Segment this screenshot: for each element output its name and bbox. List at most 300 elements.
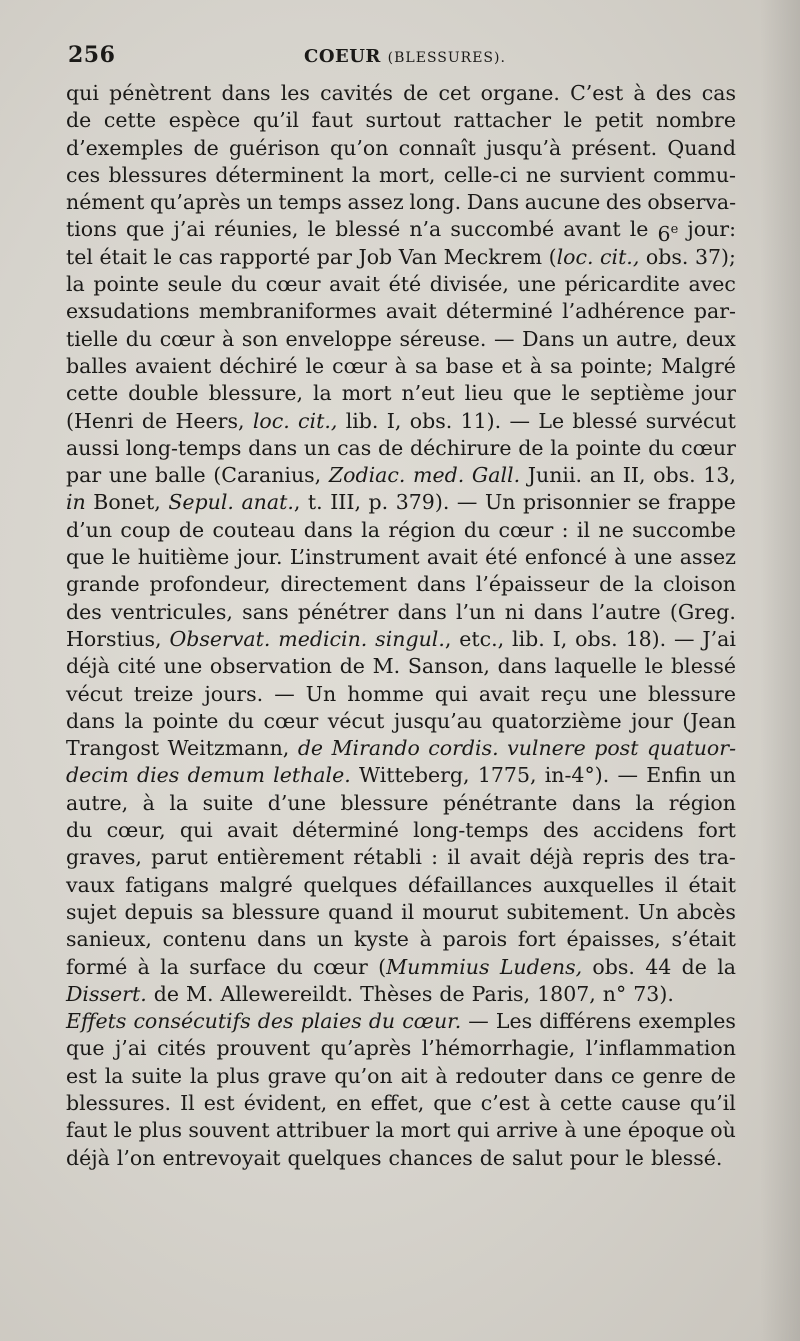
word: cette: [66, 381, 119, 406]
word: base: [445, 353, 494, 378]
word: obs.: [645, 244, 689, 269]
word: (Henri: [66, 408, 134, 433]
text-line: [66, 380, 736, 407]
text-line: [66, 216, 736, 247]
word: 18).: [625, 626, 667, 651]
word: nément: [66, 190, 145, 215]
word: la: [634, 572, 654, 597]
word: dans: [397, 599, 447, 624]
word: I,: [552, 626, 568, 651]
word: cœur: [681, 435, 736, 460]
word: (Caranius,: [213, 463, 322, 488]
word: la: [169, 790, 189, 815]
word: les: [280, 81, 310, 105]
word: le: [625, 1145, 644, 1170]
word: grave: [267, 1063, 327, 1088]
word: la: [66, 272, 85, 297]
word: du: [648, 435, 675, 460]
word: surtout: [365, 108, 442, 133]
word: coup: [120, 517, 171, 542]
word: ni: [504, 599, 525, 624]
word: Un: [305, 681, 337, 706]
word: à: [394, 353, 408, 378]
text-line: [66, 408, 736, 435]
word: avant: [563, 217, 621, 242]
word: decim: [66, 763, 129, 788]
word: enfoncé: [524, 545, 607, 570]
word: n’eut: [401, 381, 455, 406]
word: singul.,: [375, 626, 452, 651]
word: parois: [442, 927, 508, 952]
word: souvent: [188, 1118, 270, 1143]
word: mort,: [379, 162, 436, 187]
word: qu’on: [330, 135, 389, 160]
word: réunies,: [214, 217, 299, 242]
word: blessure: [647, 681, 736, 706]
word: Un: [484, 490, 516, 515]
word: le: [629, 217, 649, 242]
word: d’un: [66, 517, 113, 542]
word: de: [339, 654, 365, 679]
word: faut: [311, 108, 353, 133]
text-line: [66, 817, 736, 844]
word: commu-: [653, 162, 736, 187]
word: le: [563, 108, 583, 133]
word: Job: [358, 244, 393, 269]
word: qui: [179, 818, 213, 843]
word: avait: [478, 681, 530, 706]
word: le: [561, 381, 581, 406]
text-line: [66, 517, 736, 544]
word: abcès: [676, 899, 736, 924]
word: vaux: [66, 872, 115, 897]
word: dies: [136, 763, 180, 788]
word: 379).: [395, 490, 450, 515]
word: la: [313, 381, 332, 406]
word: de: [518, 435, 544, 460]
text-line: [66, 762, 736, 789]
word: cœur: [313, 954, 368, 979]
page-number: 256: [68, 42, 116, 68]
word: cœur: [265, 272, 321, 297]
word: ce: [611, 1063, 635, 1088]
word: déchiré: [219, 353, 298, 378]
word: L’instrument: [289, 545, 420, 570]
word: Heers,: [175, 408, 245, 433]
word: cause: [621, 1090, 681, 1115]
word: Van: [398, 244, 438, 269]
word: des: [605, 190, 642, 215]
word: M.: [185, 981, 214, 1006]
word: Ludens,: [499, 954, 583, 979]
word: graves,: [66, 845, 142, 870]
running-head: [68, 38, 736, 78]
word: où: [710, 1118, 736, 1143]
word: dans: [533, 599, 583, 624]
word: 6e: [657, 222, 679, 247]
running-title-main: COEUR: [304, 46, 381, 67]
word: chances: [388, 1145, 473, 1170]
word: l’autre: [592, 599, 661, 624]
word: n’a: [409, 217, 442, 242]
word: effet,: [370, 1090, 425, 1115]
word: pénétrante: [442, 790, 558, 815]
word: II,: [622, 463, 646, 488]
word: Dissert.: [66, 981, 147, 1006]
word: qu’on: [334, 1063, 393, 1088]
word: double: [128, 381, 199, 406]
word: déjà: [529, 845, 574, 870]
word: autre,: [66, 790, 129, 815]
word: la: [124, 708, 144, 733]
word: consécutifs: [133, 1009, 251, 1034]
word: cités: [157, 1036, 207, 1061]
word: succombe: [632, 517, 736, 542]
word: obs.: [575, 626, 618, 651]
word: de: [178, 517, 205, 542]
word: jour.: [236, 545, 283, 570]
word: région: [388, 517, 456, 542]
word: est: [66, 1063, 97, 1088]
word: cet: [438, 81, 471, 105]
word: couteau: [212, 517, 296, 542]
word: I,: [386, 408, 402, 433]
word: de: [599, 572, 625, 597]
word: assez: [679, 545, 736, 570]
word: qui: [66, 81, 99, 105]
word: guérison: [228, 135, 320, 160]
text-line: [66, 735, 736, 762]
word: exsudations: [66, 299, 190, 324]
text-line: [66, 844, 736, 871]
word: l’épaisseur: [475, 572, 590, 597]
word: vécut: [66, 681, 123, 706]
word: en: [336, 1090, 362, 1115]
word: enveloppe: [285, 326, 392, 351]
word: redouter: [455, 1063, 547, 1088]
word: sa: [550, 353, 573, 378]
word: fort: [697, 818, 736, 843]
word: de: [297, 736, 324, 761]
word: été: [388, 272, 422, 297]
word: ventricules,: [111, 599, 233, 624]
word: rétabli: [353, 845, 422, 870]
word: temps: [278, 190, 342, 215]
word: blessé: [671, 654, 736, 679]
word: exemples: [638, 1009, 736, 1034]
word: arrive: [496, 1118, 559, 1143]
word: laquelle: [554, 654, 637, 679]
word: un: [582, 326, 609, 351]
word: il: [447, 845, 461, 870]
word: 44: [645, 954, 672, 979]
word: pointe: [93, 272, 160, 297]
word: avait: [469, 845, 521, 870]
word: rattacher: [453, 108, 551, 133]
word: long.: [409, 190, 462, 215]
word: j’ai: [114, 1036, 147, 1061]
word: du: [368, 1009, 396, 1034]
word: la: [635, 790, 655, 815]
word: son: [241, 326, 278, 351]
word: à: [137, 954, 150, 979]
word: vulnere: [507, 736, 586, 761]
word: à: [633, 81, 646, 105]
word: Horstius,: [66, 626, 162, 651]
word: Zodiac.: [328, 463, 406, 488]
word: cas: [178, 244, 213, 269]
word: directement: [280, 572, 407, 597]
word: mourut: [422, 899, 499, 924]
word: des: [655, 81, 692, 105]
word: pour: [569, 1145, 619, 1170]
word: Weitzmann,: [167, 736, 290, 761]
word: long-temps: [125, 435, 242, 460]
word: Observat.: [169, 626, 271, 651]
word: M.: [372, 654, 401, 679]
word: Sepul.: [168, 490, 234, 515]
word: petit: [594, 108, 644, 133]
word: blessé: [572, 408, 638, 433]
text-line: [66, 626, 736, 653]
text-line: [66, 1008, 736, 1035]
word: avait: [426, 545, 478, 570]
word: Paris,: [471, 981, 531, 1006]
word: formé: [66, 954, 128, 979]
word: surface: [189, 954, 267, 979]
word: cœur: [263, 708, 319, 733]
word: le: [153, 244, 173, 269]
word: région: [668, 790, 736, 815]
word: le: [644, 654, 664, 679]
running-title: [304, 46, 506, 67]
word: du: [463, 517, 491, 542]
word: frappe: [667, 490, 736, 515]
word: l’adhérence: [562, 299, 685, 324]
word: du: [125, 326, 153, 351]
word: dans: [497, 654, 547, 679]
word: des: [542, 818, 579, 843]
word: qu’il: [689, 1090, 736, 1115]
word: etc.,: [459, 626, 505, 651]
text-line: [66, 1145, 736, 1172]
word: attribuer: [275, 1118, 370, 1143]
word: dans: [303, 517, 353, 542]
word: 73).: [633, 981, 674, 1006]
word: un: [303, 435, 331, 460]
text-line: [66, 435, 736, 462]
word: jusqu’au: [393, 708, 483, 733]
word: C’est: [570, 81, 624, 105]
text-line: [66, 1117, 736, 1144]
word: avait: [385, 299, 437, 324]
text-line: [66, 571, 736, 598]
word: du: [276, 954, 303, 979]
word: grande: [66, 572, 140, 597]
text-line: [66, 1090, 736, 1117]
word: huitième: [137, 545, 230, 570]
text-line: [66, 653, 736, 680]
running-title-sub: (BLESSURES).: [387, 50, 506, 66]
word: lieu: [464, 381, 504, 406]
word: du: [230, 272, 258, 297]
word: kyste: [354, 927, 409, 952]
word: par-: [693, 299, 736, 324]
word: pénètrent: [109, 81, 212, 105]
word: an: [589, 463, 616, 488]
word: balles: [66, 353, 128, 378]
word: Gall.: [471, 463, 521, 488]
word: dans: [554, 1063, 604, 1088]
word: Thèses: [360, 981, 433, 1006]
word: cas: [337, 435, 372, 460]
word: obs.: [409, 408, 453, 433]
text-line: [66, 872, 736, 899]
word: l’inflammation: [585, 1036, 736, 1061]
word: balle: [155, 463, 206, 488]
text-line: [66, 954, 736, 981]
word: qu’après: [150, 190, 241, 215]
word: mort: [400, 1118, 451, 1143]
word: sans: [242, 599, 289, 624]
word: rapporté: [219, 244, 311, 269]
word: 37);: [694, 244, 736, 269]
word: à: [419, 927, 432, 952]
word: ne: [525, 162, 552, 187]
word: accidens: [592, 818, 684, 843]
word: déjà: [66, 654, 110, 679]
word: cit.,: [600, 244, 640, 269]
word: la: [160, 954, 179, 979]
word: époque: [627, 1118, 704, 1143]
word: le: [305, 353, 325, 378]
word: parut: [151, 845, 208, 870]
word: blessé: [335, 217, 401, 242]
word: de: [141, 408, 168, 433]
word: espèce: [168, 108, 241, 133]
word: tel: [66, 244, 93, 269]
word: une: [163, 654, 203, 679]
text-line: [66, 790, 736, 817]
word: ait: [400, 1063, 428, 1088]
word: entrevoyait: [162, 1145, 281, 1170]
text-line: [66, 489, 736, 516]
word: t.: [307, 490, 323, 515]
word: Il: [180, 1090, 195, 1115]
word: med.: [413, 463, 465, 488]
word: autre,: [616, 326, 679, 351]
word: Meckrem: [443, 244, 543, 269]
word: fatigans: [125, 872, 209, 897]
word: blessure: [232, 899, 321, 924]
word: à: [538, 1090, 551, 1115]
word: profondeur,: [149, 572, 271, 597]
word: la: [375, 1118, 395, 1143]
word: une: [633, 545, 673, 570]
word: cloison: [662, 572, 736, 597]
word: dans: [221, 81, 271, 105]
word: (Greg.: [669, 599, 736, 624]
text-line: [66, 244, 736, 271]
word: assez: [347, 190, 404, 215]
word: à: [529, 353, 543, 378]
text-line: [66, 899, 736, 926]
word: l’on: [116, 1145, 156, 1170]
word: —: [494, 326, 515, 351]
word: salut: [512, 1145, 563, 1170]
word: homme: [347, 681, 424, 706]
word: 1775,: [477, 763, 537, 788]
word: il: [576, 517, 591, 542]
word: cœur.: [402, 1009, 462, 1034]
word: pointe: [152, 708, 219, 733]
word: tielle: [66, 326, 119, 351]
word: in: [66, 490, 86, 515]
word: avait: [227, 818, 278, 843]
word: sa: [414, 353, 438, 378]
word: observa-: [647, 190, 736, 215]
word: obs.: [653, 463, 696, 488]
word: cordis.: [428, 736, 499, 761]
word: organe.: [480, 81, 560, 105]
word: long-temps: [413, 818, 529, 843]
word: repris: [582, 845, 645, 870]
word: présent.: [571, 135, 658, 160]
text-line: [66, 162, 736, 189]
word: un: [709, 763, 736, 788]
word: la: [189, 1063, 209, 1088]
word: observation: [209, 654, 332, 679]
text-line: [66, 326, 736, 353]
word: 1807,: [537, 981, 596, 1006]
word: à: [222, 326, 235, 351]
word: depuis: [124, 899, 194, 924]
text-line: [66, 1035, 736, 1062]
word: d’une: [267, 790, 326, 815]
text-line: [66, 462, 736, 489]
word: jour:: [687, 217, 736, 242]
word: :: [561, 517, 569, 542]
word: quatuor-: [646, 736, 736, 761]
word: cavités: [320, 81, 393, 105]
word: septième: [590, 381, 685, 406]
word: Dans: [522, 326, 575, 351]
word: Effets: [66, 1009, 127, 1034]
word: sa: [201, 899, 224, 924]
word: quelques: [303, 872, 398, 897]
word: suite: [202, 790, 254, 815]
word: blessé.: [650, 1145, 723, 1170]
word: et: [501, 353, 522, 378]
word: cœur,: [106, 818, 166, 843]
word: anat.,: [241, 490, 301, 515]
text-line: [66, 681, 736, 708]
word: sujet: [66, 899, 117, 924]
word: la: [351, 162, 371, 187]
word: reçu: [540, 681, 588, 706]
word: s’était: [671, 927, 736, 952]
word: lib.: [345, 408, 379, 433]
word: cœur: [498, 517, 554, 542]
word: la: [361, 517, 380, 542]
word: pénétrer: [297, 599, 389, 624]
word: survécut: [645, 408, 736, 433]
word: —: [617, 763, 638, 788]
word: malgré: [219, 872, 293, 897]
word: —: [674, 626, 695, 651]
word: de: [439, 981, 465, 1006]
word: dans: [571, 790, 621, 815]
